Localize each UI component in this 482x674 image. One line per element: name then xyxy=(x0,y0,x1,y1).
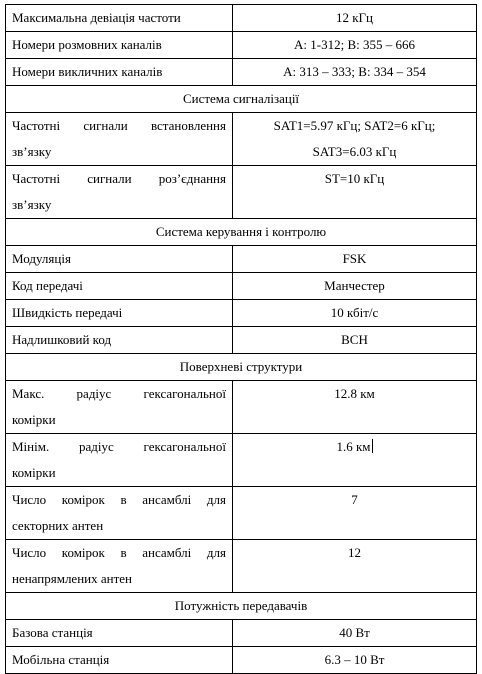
row-value: А: 313 – 333; В: 334 – 354 xyxy=(233,59,477,86)
row-label: Швидкість передачі xyxy=(6,300,233,327)
row-label: Максимальна девіація частоти xyxy=(6,5,233,32)
table-row xyxy=(6,300,477,327)
row-label: Базова станція xyxy=(6,620,233,647)
section-title: Система сигналізації xyxy=(6,86,477,113)
row-value: Манчестер xyxy=(233,273,477,300)
row-value xyxy=(233,113,477,166)
table-row xyxy=(6,327,477,354)
row-value-line: SAT3=6.03 кГц xyxy=(312,144,397,159)
table-row xyxy=(6,273,477,300)
table-row xyxy=(6,620,477,647)
table-row xyxy=(6,434,477,487)
row-value: FSK xyxy=(233,246,477,273)
row-label-line: Мінім. радіус гексагональної xyxy=(12,439,226,454)
row-value-line: ST=10 кГц xyxy=(324,171,385,186)
row-value-line xyxy=(239,434,470,460)
row-value-line: 12.8 км xyxy=(334,386,375,401)
row-label xyxy=(6,381,233,434)
row-value xyxy=(233,166,477,219)
row-value-line: SAT1=5.97 кГц; SAT2=6 кГц; xyxy=(273,118,436,133)
section-header-row xyxy=(6,593,477,620)
table-row xyxy=(6,381,477,434)
table-row xyxy=(6,5,477,32)
row-label-line: зв’язку xyxy=(12,197,52,212)
row-value-line: 12 xyxy=(348,545,361,560)
row-label-line: комірки xyxy=(12,412,56,427)
section-header-row xyxy=(6,86,477,113)
row-value: 12 кГц xyxy=(233,5,477,32)
table-row xyxy=(6,246,477,273)
text-cursor xyxy=(372,439,373,453)
row-label xyxy=(6,166,233,219)
table-row xyxy=(6,32,477,59)
row-label: Код передачі xyxy=(6,273,233,300)
row-value xyxy=(233,487,477,540)
row-label xyxy=(6,434,233,487)
row-label: Надлишковий код xyxy=(6,327,233,354)
row-label-line: Частотні сигнали роз’єднання xyxy=(12,171,226,186)
row-label-line: Частотні сигнали встановлення xyxy=(12,118,226,133)
table-row xyxy=(6,647,477,674)
row-value[interactable] xyxy=(233,434,477,487)
table-row xyxy=(6,487,477,540)
row-label xyxy=(6,487,233,540)
row-label-line: комірки xyxy=(12,465,56,480)
section-header-row xyxy=(6,219,477,246)
row-label: Мобільна станція xyxy=(6,647,233,674)
table-row xyxy=(6,540,477,593)
table-row xyxy=(6,166,477,219)
row-label xyxy=(6,113,233,166)
section-title: Потужність передавачів xyxy=(6,593,477,620)
row-value-text: 1.6 км xyxy=(336,439,371,454)
row-label-line: ненапрямлених антен xyxy=(12,571,133,586)
row-value: 6.3 – 10 Вт xyxy=(233,647,477,674)
row-label-line: секторних антен xyxy=(12,518,104,533)
row-value-line: 7 xyxy=(351,492,358,507)
row-value: 40 Вт xyxy=(233,620,477,647)
row-label: Номери розмовних каналів xyxy=(6,32,233,59)
row-value: BCH xyxy=(233,327,477,354)
section-header-row xyxy=(6,354,477,381)
row-value: 10 кбіт/с xyxy=(233,300,477,327)
row-value xyxy=(233,381,477,434)
row-value: А: 1-312; В: 355 – 666 xyxy=(233,32,477,59)
row-label-line: Макс. радіус гексагональної xyxy=(12,386,226,401)
row-label-line: зв’язку xyxy=(12,144,52,159)
table-row xyxy=(6,59,477,86)
section-title: Поверхневі структури xyxy=(6,354,477,381)
row-label: Модуляція xyxy=(6,246,233,273)
row-label-line: Число комірок в ансамблі для xyxy=(12,492,226,507)
row-label-line: Число комірок в ансамблі для xyxy=(12,545,226,560)
row-value xyxy=(233,540,477,593)
section-title: Система керування і контролю xyxy=(6,219,477,246)
row-label: Номери викличних каналів xyxy=(6,59,233,86)
row-label xyxy=(6,540,233,593)
spec-table xyxy=(5,4,477,674)
table-row xyxy=(6,113,477,166)
